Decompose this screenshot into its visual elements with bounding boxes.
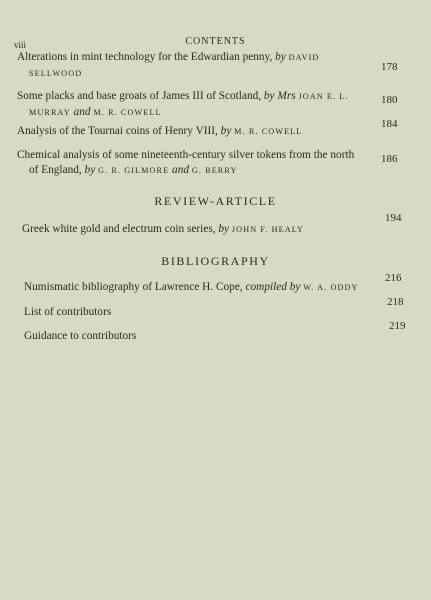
entry-title: Analysis of the Tournai coins of Henry VIII, — [17, 125, 218, 137]
author-name: G. BERRY — [191, 165, 238, 175]
page-ref: 194 — [385, 212, 402, 224]
by-text: by — [84, 163, 96, 176]
entry-title: Numismatic bibliography of Lawrence H. Cope, — [24, 281, 243, 293]
contents-entry-placks-groats — [17, 89, 369, 120]
contents-entry-mint-technology — [17, 50, 369, 81]
contents-entry-cope-bibliography — [24, 280, 376, 296]
contents-entry-tournai-coins — [17, 124, 369, 140]
page-ref: 186 — [381, 153, 398, 165]
by-text: by — [263, 90, 275, 102]
contents-entry-guidance-to-contributors — [24, 329, 376, 344]
running-head: CONTENTS — [185, 36, 246, 47]
page-ref: 218 — [387, 296, 404, 308]
compiled-by-text: compiled by — [245, 281, 301, 293]
author-name: M. R. COWELL — [93, 107, 162, 117]
by-text: by — [275, 51, 286, 63]
contents-entry-list-of-contributors — [24, 305, 376, 320]
author-name: W. A. ODDY — [303, 283, 359, 292]
author-name: JOAN E. L. — [298, 92, 349, 101]
page-number: viii — [14, 40, 27, 50]
entry-title: List of contributors — [24, 306, 112, 318]
by-text: by — [220, 125, 232, 137]
entry-title: Alterations in mint technology for the Edwardian penny, — [17, 51, 273, 63]
author-name: JOHN F. HEALY — [231, 225, 305, 234]
page-ref: 180 — [381, 94, 398, 106]
author-name-cont: MURRAY — [29, 107, 71, 117]
entry-title: Chemical analysis of some nineteenth-century silver tokens from the north — [17, 149, 355, 161]
page-ref: 219 — [389, 320, 406, 332]
page-ref: 216 — [385, 272, 402, 284]
author-name: DAVID — [288, 53, 320, 62]
author-name: G. R. GILMORE — [98, 165, 170, 175]
and-text: and — [172, 163, 189, 176]
page-ref: 178 — [381, 61, 398, 73]
section-heading-review-article: REVIEW-ARTICLE — [154, 194, 277, 208]
author-name-cont: SELLWOOD — [29, 68, 83, 78]
entry-title: Some placks and base groats of James III of Scotland, — [17, 90, 262, 102]
section-heading-bibliography: BIBLIOGRAPHY — [161, 254, 270, 268]
entry-title-cont: of England, — [29, 163, 82, 176]
entry-title: Guidance to contributors — [24, 330, 137, 342]
entry-title: Greek white gold and electrum coin series, — [22, 223, 216, 235]
mrs-text: Mrs — [277, 90, 296, 102]
author-name: M. R. COWELL — [234, 127, 303, 136]
by-text: by — [218, 223, 230, 235]
and-text: and — [73, 105, 91, 118]
page-ref: 184 — [381, 118, 398, 130]
contents-entry-silver-tokens — [17, 148, 369, 178]
contents-entry-greek-white-gold — [22, 222, 374, 238]
